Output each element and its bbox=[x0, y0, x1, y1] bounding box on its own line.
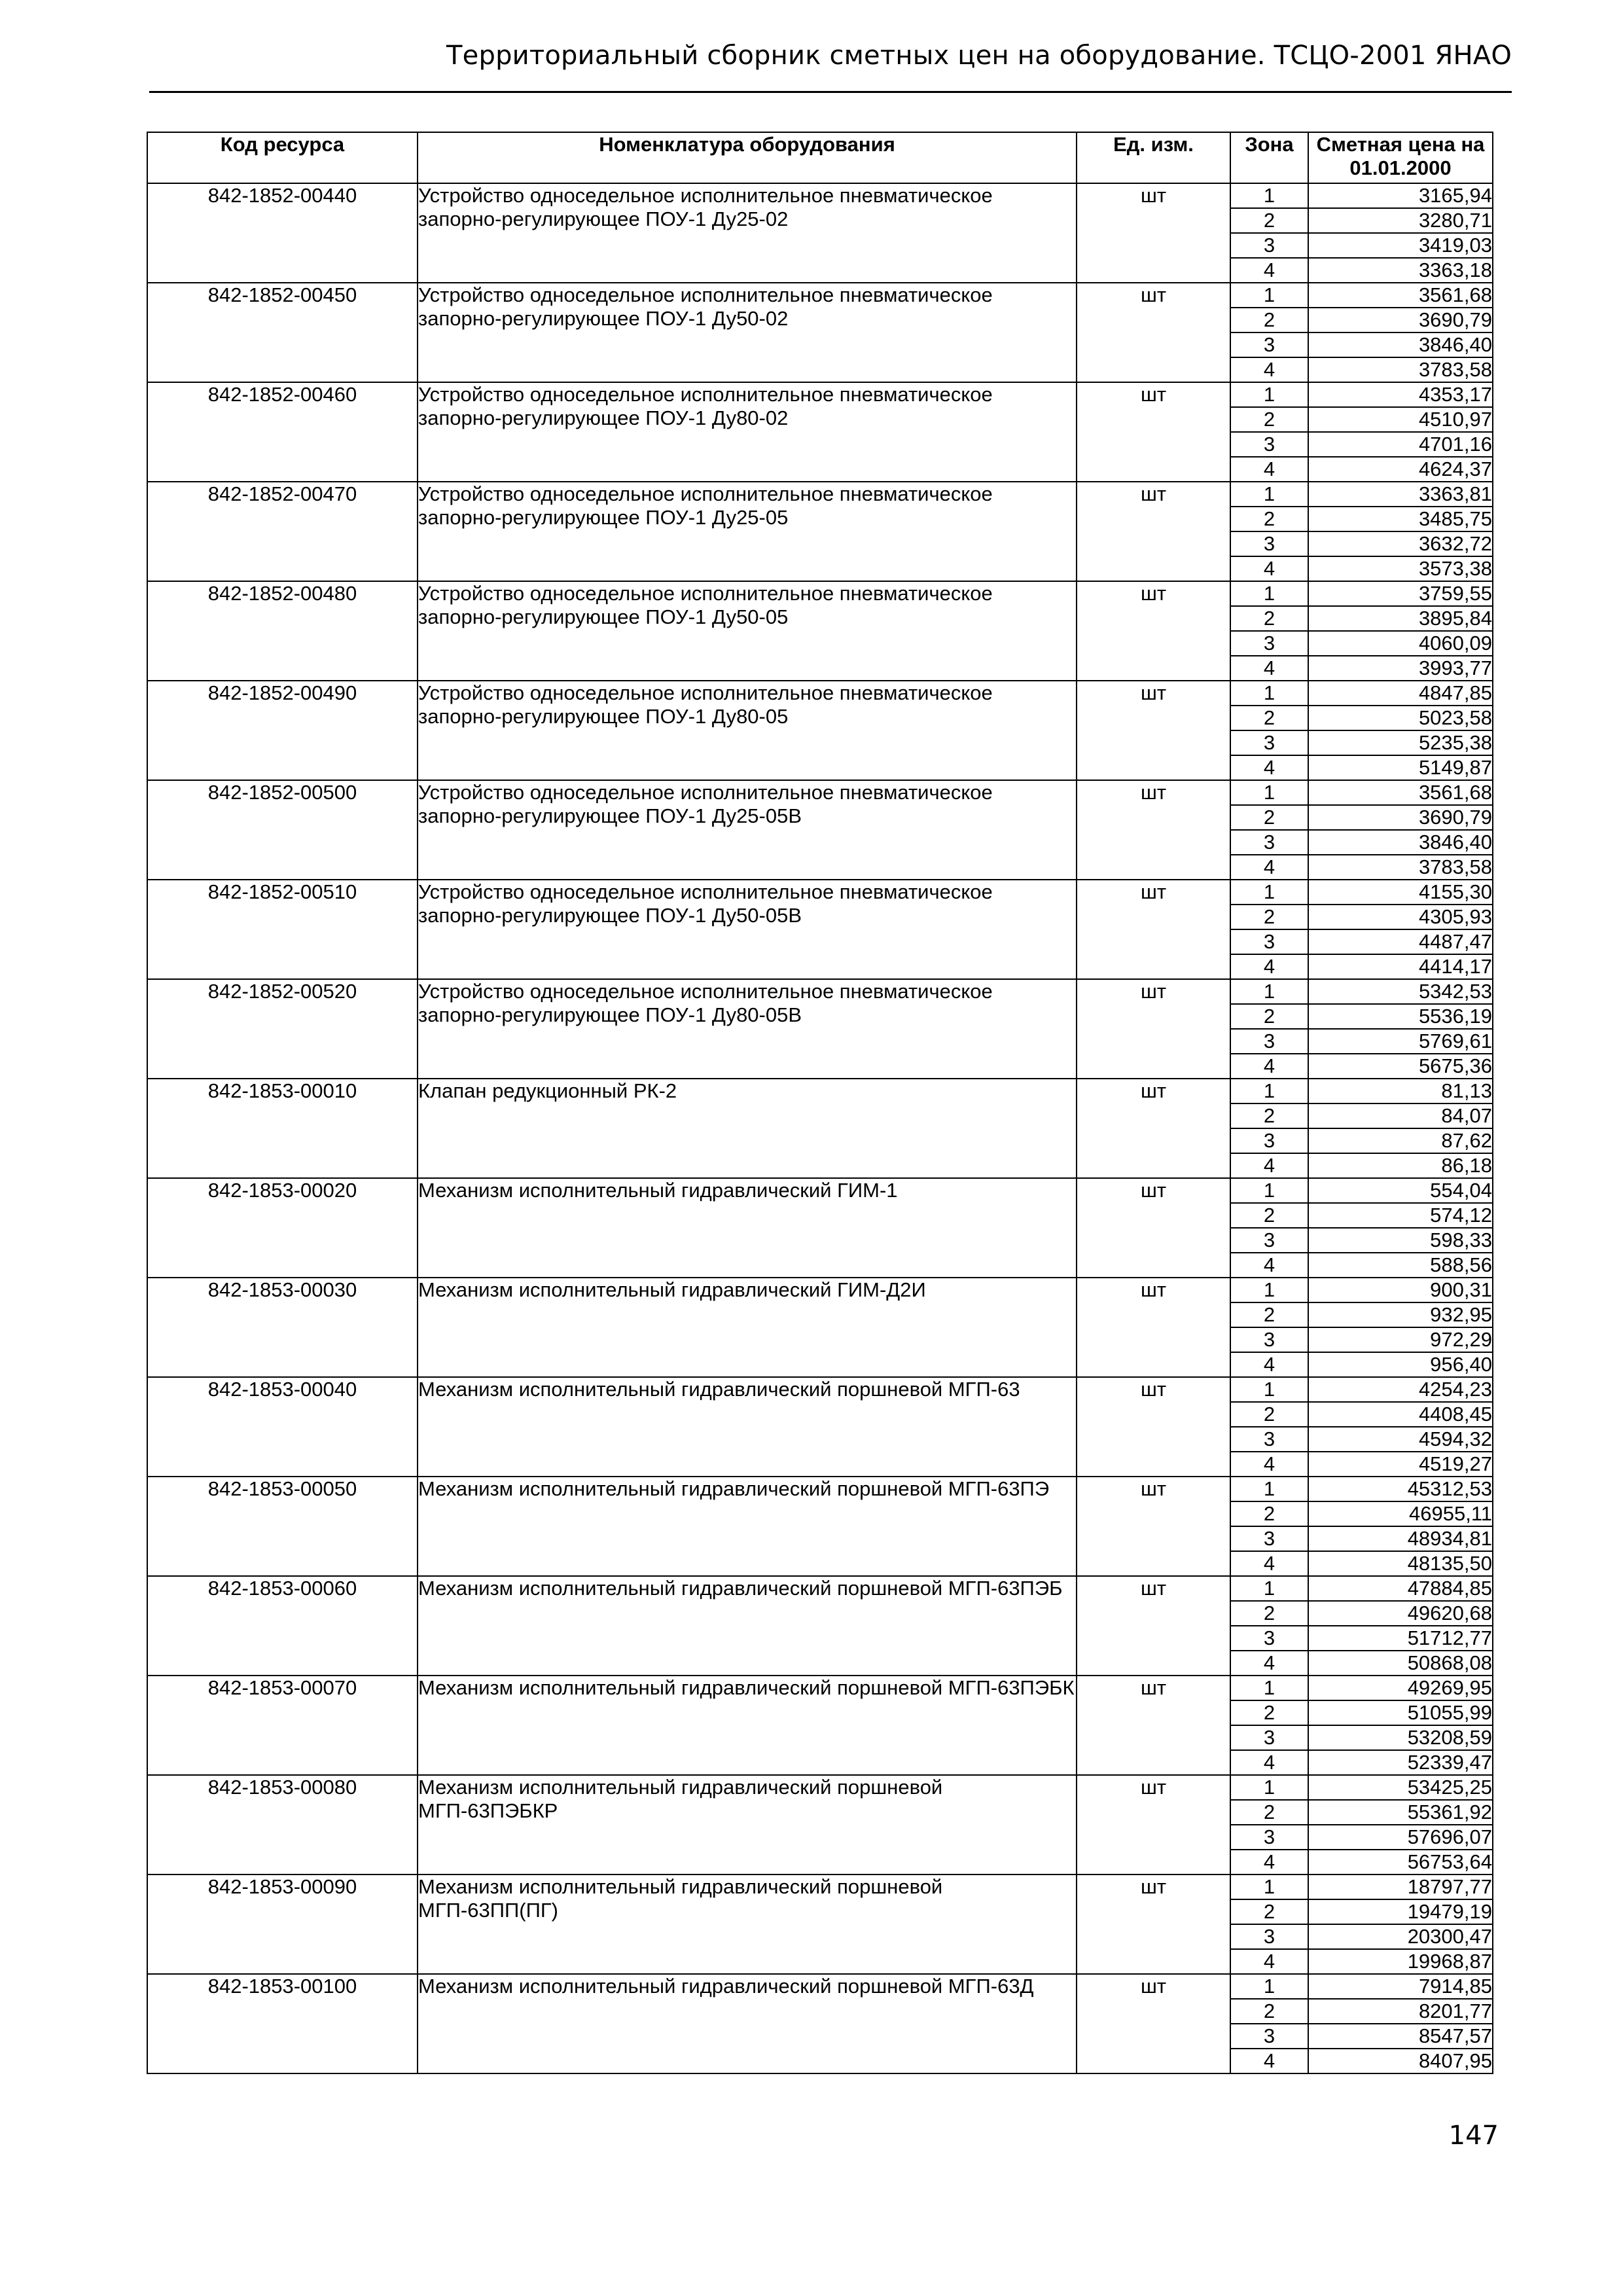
zone-cell: 1 bbox=[1230, 482, 1308, 507]
price-cell: 48934,81 bbox=[1308, 1526, 1493, 1551]
price-cell: 4701,16 bbox=[1308, 432, 1493, 457]
price-cell: 3561,68 bbox=[1308, 780, 1493, 805]
price-cell: 3846,40 bbox=[1308, 830, 1493, 855]
price-cell: 86,18 bbox=[1308, 1153, 1493, 1178]
zone-cell: 2 bbox=[1230, 905, 1308, 929]
zone-cell: 1 bbox=[1230, 283, 1308, 308]
table-row bbox=[147, 1278, 1493, 1302]
price-cell: 84,07 bbox=[1308, 1103, 1493, 1128]
zone-cell: 2 bbox=[1230, 805, 1308, 830]
page-number: 147 bbox=[1448, 2121, 1499, 2151]
zone-cell: 4 bbox=[1230, 656, 1308, 681]
zone-cell: 3 bbox=[1230, 432, 1308, 457]
price-cell: 3280,71 bbox=[1308, 208, 1493, 233]
page-header-title: Территориальный сборник сметных цен на оборудование. ТСЦО-2001 ЯНАО bbox=[446, 41, 1512, 71]
zone-cell: 2 bbox=[1230, 1501, 1308, 1526]
resource-code: 842-1852-00470 bbox=[147, 482, 418, 581]
zone-cell: 4 bbox=[1230, 1949, 1308, 1974]
price-cell: 3573,38 bbox=[1308, 556, 1493, 581]
price-cell: 4254,23 bbox=[1308, 1377, 1493, 1402]
price-cell: 3363,18 bbox=[1308, 258, 1493, 283]
price-cell: 57696,07 bbox=[1308, 1825, 1493, 1850]
zone-cell: 1 bbox=[1230, 1278, 1308, 1302]
price-cell: 51712,77 bbox=[1308, 1626, 1493, 1651]
zone-cell: 1 bbox=[1230, 979, 1308, 1004]
zone-cell: 3 bbox=[1230, 730, 1308, 755]
zone-cell: 2 bbox=[1230, 1402, 1308, 1427]
zone-cell: 2 bbox=[1230, 507, 1308, 531]
equipment-name: Устройство односедельное исполнительное пневматическое запорно-регулирующее ПОУ-1 Ду50-05В bbox=[418, 880, 1077, 979]
price-cell: 20300,47 bbox=[1308, 1924, 1493, 1949]
zone-cell: 4 bbox=[1230, 556, 1308, 581]
zone-cell: 3 bbox=[1230, 1825, 1308, 1850]
zone-cell: 3 bbox=[1230, 531, 1308, 556]
price-cell: 4414,17 bbox=[1308, 954, 1493, 979]
zone-cell: 1 bbox=[1230, 382, 1308, 407]
price-cell: 45312,53 bbox=[1308, 1477, 1493, 1501]
resource-code: 842-1853-00010 bbox=[147, 1079, 418, 1178]
unit-of-measure: шт bbox=[1077, 880, 1230, 979]
equipment-name: Механизм исполнительный гидравлический поршневой МГП-63 bbox=[418, 1377, 1077, 1477]
table-row bbox=[147, 482, 1493, 507]
zone-cell: 1 bbox=[1230, 1079, 1308, 1103]
unit-of-measure: шт bbox=[1077, 1178, 1230, 1278]
zone-cell: 1 bbox=[1230, 1775, 1308, 1800]
price-cell: 3363,81 bbox=[1308, 482, 1493, 507]
table-row bbox=[147, 1576, 1493, 1601]
equipment-name: Механизм исполнительный гидравлический ГИМ-Д2И bbox=[418, 1278, 1077, 1377]
price-cell: 4487,47 bbox=[1308, 929, 1493, 954]
unit-of-measure: шт bbox=[1077, 1079, 1230, 1178]
resource-code: 842-1852-00440 bbox=[147, 183, 418, 283]
price-cell: 49620,68 bbox=[1308, 1601, 1493, 1626]
unit-of-measure: шт bbox=[1077, 979, 1230, 1079]
table-row bbox=[147, 1874, 1493, 1899]
zone-cell: 1 bbox=[1230, 183, 1308, 208]
price-cell: 3895,84 bbox=[1308, 606, 1493, 631]
zone-cell: 4 bbox=[1230, 1651, 1308, 1676]
equipment-name: Устройство односедельное исполнительное пневматическое запорно-регулирующее ПОУ-1 Ду80-05 bbox=[418, 681, 1077, 780]
zone-cell: 3 bbox=[1230, 233, 1308, 258]
zone-cell: 2 bbox=[1230, 1700, 1308, 1725]
zone-cell: 3 bbox=[1230, 332, 1308, 357]
price-cell: 3690,79 bbox=[1308, 805, 1493, 830]
column-header-code: Код ресурса bbox=[147, 132, 418, 183]
price-cell: 8201,77 bbox=[1308, 1999, 1493, 2024]
price-cell: 4305,93 bbox=[1308, 905, 1493, 929]
equipment-name: Механизм исполнительный гидравлический поршневой МГП-63ПЭ bbox=[418, 1477, 1077, 1576]
resource-code: 842-1853-00020 bbox=[147, 1178, 418, 1278]
zone-cell: 4 bbox=[1230, 2049, 1308, 2073]
unit-of-measure: шт bbox=[1077, 780, 1230, 880]
zone-cell: 3 bbox=[1230, 2024, 1308, 2049]
zone-cell: 3 bbox=[1230, 1029, 1308, 1054]
table-row bbox=[147, 1079, 1493, 1103]
price-cell: 3419,03 bbox=[1308, 233, 1493, 258]
zone-cell: 1 bbox=[1230, 1576, 1308, 1601]
zone-cell: 4 bbox=[1230, 1750, 1308, 1775]
zone-cell: 2 bbox=[1230, 706, 1308, 730]
zone-cell: 1 bbox=[1230, 581, 1308, 606]
price-cell: 3993,77 bbox=[1308, 656, 1493, 681]
resource-code: 842-1853-00040 bbox=[147, 1377, 418, 1477]
zone-cell: 3 bbox=[1230, 1924, 1308, 1949]
zone-cell: 2 bbox=[1230, 208, 1308, 233]
price-cell: 4060,09 bbox=[1308, 631, 1493, 656]
price-cell: 3165,94 bbox=[1308, 183, 1493, 208]
price-cell: 49269,95 bbox=[1308, 1676, 1493, 1700]
price-cell: 52339,47 bbox=[1308, 1750, 1493, 1775]
resource-code: 842-1853-00030 bbox=[147, 1278, 418, 1377]
table-body bbox=[147, 183, 1493, 2073]
resource-code: 842-1852-00490 bbox=[147, 681, 418, 780]
zone-cell: 4 bbox=[1230, 258, 1308, 283]
price-cell: 4155,30 bbox=[1308, 880, 1493, 905]
table-row bbox=[147, 1477, 1493, 1501]
zone-cell: 3 bbox=[1230, 1626, 1308, 1651]
equipment-name: Механизм исполнительный гидравлический поршневой МГП-63ПЭБКР bbox=[418, 1775, 1077, 1874]
zone-cell: 1 bbox=[1230, 1178, 1308, 1203]
table-row bbox=[147, 581, 1493, 606]
price-cell: 51055,99 bbox=[1308, 1700, 1493, 1725]
header-divider bbox=[149, 91, 1512, 93]
zone-cell: 2 bbox=[1230, 1302, 1308, 1327]
table-row bbox=[147, 1178, 1493, 1203]
equipment-name: Устройство односедельное исполнительное пневматическое запорно-регулирующее ПОУ-1 Ду80-02 bbox=[418, 382, 1077, 482]
price-cell: 956,40 bbox=[1308, 1352, 1493, 1377]
zone-cell: 2 bbox=[1230, 1999, 1308, 2024]
zone-cell: 1 bbox=[1230, 1676, 1308, 1700]
zone-cell: 4 bbox=[1230, 1352, 1308, 1377]
price-cell: 5342,53 bbox=[1308, 979, 1493, 1004]
table-row bbox=[147, 1676, 1493, 1700]
unit-of-measure: шт bbox=[1077, 283, 1230, 382]
price-cell: 56753,64 bbox=[1308, 1850, 1493, 1874]
price-cell: 4624,37 bbox=[1308, 457, 1493, 482]
price-cell: 900,31 bbox=[1308, 1278, 1493, 1302]
price-cell: 8407,95 bbox=[1308, 2049, 1493, 2073]
equipment-name: Устройство односедельное исполнительное пневматическое запорно-регулирующее ПОУ-1 Ду50-05 bbox=[418, 581, 1077, 681]
equipment-name: Механизм исполнительный гидравлический ГИМ-1 bbox=[418, 1178, 1077, 1278]
zone-cell: 1 bbox=[1230, 1477, 1308, 1501]
price-cell: 4847,85 bbox=[1308, 681, 1493, 706]
unit-of-measure: шт bbox=[1077, 581, 1230, 681]
zone-cell: 2 bbox=[1230, 606, 1308, 631]
zone-cell: 2 bbox=[1230, 1004, 1308, 1029]
zone-cell: 1 bbox=[1230, 681, 1308, 706]
resource-code: 842-1853-00070 bbox=[147, 1676, 418, 1775]
zone-cell: 4 bbox=[1230, 457, 1308, 482]
zone-cell: 3 bbox=[1230, 830, 1308, 855]
zone-cell: 3 bbox=[1230, 1128, 1308, 1153]
zone-cell: 2 bbox=[1230, 1800, 1308, 1825]
price-cell: 4594,32 bbox=[1308, 1427, 1493, 1452]
unit-of-measure: шт bbox=[1077, 1874, 1230, 1974]
zone-cell: 1 bbox=[1230, 880, 1308, 905]
unit-of-measure: шт bbox=[1077, 1974, 1230, 2073]
zone-cell: 4 bbox=[1230, 855, 1308, 880]
zone-cell: 2 bbox=[1230, 308, 1308, 332]
column-header-unit: Ед. изм. bbox=[1077, 132, 1230, 183]
resource-code: 842-1853-00050 bbox=[147, 1477, 418, 1576]
table-row bbox=[147, 880, 1493, 905]
price-cell: 5536,19 bbox=[1308, 1004, 1493, 1029]
price-cell: 55361,92 bbox=[1308, 1800, 1493, 1825]
resource-code: 842-1852-00450 bbox=[147, 283, 418, 382]
zone-cell: 4 bbox=[1230, 1850, 1308, 1874]
zone-cell: 4 bbox=[1230, 1253, 1308, 1278]
zone-cell: 2 bbox=[1230, 1899, 1308, 1924]
column-header-name: Номенклатура оборудования bbox=[418, 132, 1077, 183]
zone-cell: 4 bbox=[1230, 1452, 1308, 1477]
unit-of-measure: шт bbox=[1077, 1477, 1230, 1576]
zone-cell: 4 bbox=[1230, 954, 1308, 979]
price-cell: 972,29 bbox=[1308, 1327, 1493, 1352]
equipment-name: Устройство односедельное исполнительное пневматическое запорно-регулирующее ПОУ-1 Ду50-02 bbox=[418, 283, 1077, 382]
price-cell: 50868,08 bbox=[1308, 1651, 1493, 1676]
equipment-name: Клапан редукционный РК-2 bbox=[418, 1079, 1077, 1178]
zone-cell: 4 bbox=[1230, 755, 1308, 780]
unit-of-measure: шт bbox=[1077, 1278, 1230, 1377]
zone-cell: 4 bbox=[1230, 357, 1308, 382]
price-cell: 8547,57 bbox=[1308, 2024, 1493, 2049]
table-row bbox=[147, 1974, 1493, 1999]
price-cell: 598,33 bbox=[1308, 1228, 1493, 1253]
resource-code: 842-1853-00080 bbox=[147, 1775, 418, 1874]
zone-cell: 2 bbox=[1230, 1601, 1308, 1626]
resource-code: 842-1852-00500 bbox=[147, 780, 418, 880]
table-row bbox=[147, 681, 1493, 706]
zone-cell: 1 bbox=[1230, 1874, 1308, 1899]
column-header-price: Сметная цена на 01.01.2000 bbox=[1308, 132, 1493, 183]
price-cell: 18797,77 bbox=[1308, 1874, 1493, 1899]
unit-of-measure: шт bbox=[1077, 1676, 1230, 1775]
zone-cell: 1 bbox=[1230, 1974, 1308, 1999]
zone-cell: 3 bbox=[1230, 1526, 1308, 1551]
price-cell: 4510,97 bbox=[1308, 407, 1493, 432]
price-cell: 4353,17 bbox=[1308, 382, 1493, 407]
resource-code: 842-1852-00480 bbox=[147, 581, 418, 681]
unit-of-measure: шт bbox=[1077, 1377, 1230, 1477]
price-cell: 3783,58 bbox=[1308, 855, 1493, 880]
equipment-name: Устройство односедельное исполнительное пневматическое запорно-регулирующее ПОУ-1 Ду80-05В bbox=[418, 979, 1077, 1079]
price-cell: 19479,19 bbox=[1308, 1899, 1493, 1924]
zone-cell: 3 bbox=[1230, 929, 1308, 954]
equipment-name: Механизм исполнительный гидравлический поршневой МГП-63ПЭБ bbox=[418, 1576, 1077, 1676]
price-cell: 81,13 bbox=[1308, 1079, 1493, 1103]
equipment-name: Устройство односедельное исполнительное пневматическое запорно-регулирующее ПОУ-1 Ду25-02 bbox=[418, 183, 1077, 283]
table-row bbox=[147, 780, 1493, 805]
price-cell: 3783,58 bbox=[1308, 357, 1493, 382]
equipment-name: Устройство односедельное исполнительное пневматическое запорно-регулирующее ПОУ-1 Ду25-05 bbox=[418, 482, 1077, 581]
equipment-name: Механизм исполнительный гидравлический поршневой МГП-63ПЭБК bbox=[418, 1676, 1077, 1775]
zone-cell: 2 bbox=[1230, 1103, 1308, 1128]
price-table bbox=[147, 132, 1493, 2074]
price-cell: 932,95 bbox=[1308, 1302, 1493, 1327]
equipment-name: Механизм исполнительный гидравлический поршневой МГП-63Д bbox=[418, 1974, 1077, 2073]
table-header-row bbox=[147, 132, 1493, 183]
zone-cell: 3 bbox=[1230, 1228, 1308, 1253]
price-cell: 48135,50 bbox=[1308, 1551, 1493, 1576]
zone-cell: 1 bbox=[1230, 1377, 1308, 1402]
unit-of-measure: шт bbox=[1077, 681, 1230, 780]
zone-cell: 3 bbox=[1230, 1427, 1308, 1452]
zone-cell: 4 bbox=[1230, 1551, 1308, 1576]
price-cell: 3759,55 bbox=[1308, 581, 1493, 606]
price-cell: 3632,72 bbox=[1308, 531, 1493, 556]
price-cell: 53425,25 bbox=[1308, 1775, 1493, 1800]
price-cell: 87,62 bbox=[1308, 1128, 1493, 1153]
table-row bbox=[147, 1377, 1493, 1402]
price-cell: 47884,85 bbox=[1308, 1576, 1493, 1601]
resource-code: 842-1852-00460 bbox=[147, 382, 418, 482]
zone-cell: 1 bbox=[1230, 780, 1308, 805]
table-row bbox=[147, 382, 1493, 407]
resource-code: 842-1853-00090 bbox=[147, 1874, 418, 1974]
column-header-zone: Зона bbox=[1230, 132, 1308, 183]
price-cell: 7914,85 bbox=[1308, 1974, 1493, 1999]
price-cell: 554,04 bbox=[1308, 1178, 1493, 1203]
price-cell: 53208,59 bbox=[1308, 1725, 1493, 1750]
table-row bbox=[147, 283, 1493, 308]
table-row bbox=[147, 979, 1493, 1004]
price-cell: 3485,75 bbox=[1308, 507, 1493, 531]
resource-code: 842-1853-00100 bbox=[147, 1974, 418, 2073]
equipment-name: Устройство односедельное исполнительное пневматическое запорно-регулирующее ПОУ-1 Ду25-05В bbox=[418, 780, 1077, 880]
zone-cell: 2 bbox=[1230, 407, 1308, 432]
zone-cell: 4 bbox=[1230, 1153, 1308, 1178]
price-cell: 5235,38 bbox=[1308, 730, 1493, 755]
equipment-name: Механизм исполнительный гидравлический поршневой МГП-63ПП(ПГ) bbox=[418, 1874, 1077, 1974]
resource-code: 842-1852-00520 bbox=[147, 979, 418, 1079]
price-cell: 574,12 bbox=[1308, 1203, 1493, 1228]
resource-code: 842-1852-00510 bbox=[147, 880, 418, 979]
zone-cell: 2 bbox=[1230, 1203, 1308, 1228]
zone-cell: 3 bbox=[1230, 631, 1308, 656]
resource-code: 842-1853-00060 bbox=[147, 1576, 418, 1676]
zone-cell: 3 bbox=[1230, 1725, 1308, 1750]
unit-of-measure: шт bbox=[1077, 382, 1230, 482]
unit-of-measure: шт bbox=[1077, 1576, 1230, 1676]
price-cell: 3561,68 bbox=[1308, 283, 1493, 308]
price-cell: 46955,11 bbox=[1308, 1501, 1493, 1526]
price-cell: 19968,87 bbox=[1308, 1949, 1493, 1974]
price-cell: 4519,27 bbox=[1308, 1452, 1493, 1477]
price-cell: 3846,40 bbox=[1308, 332, 1493, 357]
price-cell: 5769,61 bbox=[1308, 1029, 1493, 1054]
unit-of-measure: шт bbox=[1077, 482, 1230, 581]
zone-cell: 4 bbox=[1230, 1054, 1308, 1079]
price-cell: 5675,36 bbox=[1308, 1054, 1493, 1079]
price-cell: 4408,45 bbox=[1308, 1402, 1493, 1427]
unit-of-measure: шт bbox=[1077, 183, 1230, 283]
table-row bbox=[147, 1775, 1493, 1800]
price-cell: 5149,87 bbox=[1308, 755, 1493, 780]
price-cell: 3690,79 bbox=[1308, 308, 1493, 332]
price-cell: 588,56 bbox=[1308, 1253, 1493, 1278]
unit-of-measure: шт bbox=[1077, 1775, 1230, 1874]
zone-cell: 3 bbox=[1230, 1327, 1308, 1352]
table-row bbox=[147, 183, 1493, 208]
price-cell: 5023,58 bbox=[1308, 706, 1493, 730]
